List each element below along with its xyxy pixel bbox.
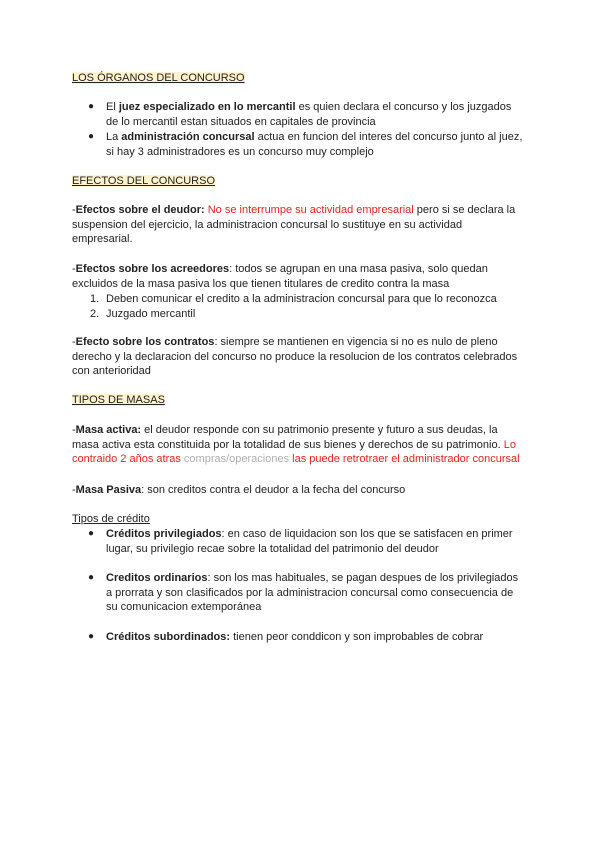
paragraph-acreedores: -Efectos sobre los acreedores: todos se agrupan en una masa pasiva, solo quedan excluidos de la masa pasiva los que tienen titulares de credito contra la masa — [72, 263, 488, 290]
subheading-tipos-credito: Tipos de crédito — [72, 513, 150, 525]
bullet-icon: ● — [88, 101, 95, 112]
section-heading-efectos: EFECTOS DEL CONCURSO — [72, 175, 216, 187]
list-item: ● Creditos ordinarios: son los mas habituales, se pagan despues de los privilegiados a prorrata y son clasificados por la administracion concursal como consecuencia de su comunicacion extemporánea — [88, 572, 519, 614]
list-item: ● La administración concursal actua en funcion del interes del concurso junto al juez, si hay 3 administradores es un concurso muy complejo — [88, 131, 523, 158]
section-heading-masas: TIPOS DE MASAS — [72, 394, 165, 406]
paragraph-masa-activa: -Masa activa: el deudor responde con su patrimonio presente y futuro a sus deudas, la masa activa esta constituida por la totalidad de sus bienes y derechos de su patrimonio. Lo contraido 2 años atras compras/operaciones las puede retrotraer el administrador concursal — [72, 424, 520, 466]
section-heading-organos: LOS ÓRGANOS DEL CONCURSO — [72, 72, 245, 84]
paragraph-deudor: -Efectos sobre el deudor: No se interrumpe su actividad empresarial pero si se declara la suspension del ejercicio, la administracion concursal lo sustituye en su actividad empresarial. — [72, 204, 516, 246]
list-item: ● El juez especializado en lo mercantil es quien declara el concurso y los juzgados de lo mercantil estan situados en capitales de provincia — [88, 101, 512, 128]
bullet-icon: ● — [88, 131, 95, 142]
bullet-icon: ● — [88, 631, 95, 642]
list-item: 2. Juzgado mercantil — [90, 308, 196, 320]
list-item: 1. Deben comunicar el credito a la administracion concursal para que lo reconozca — [90, 293, 497, 305]
bullet-icon: ● — [88, 528, 95, 539]
bullet-icon: ● — [88, 572, 95, 583]
list-item: ● Créditos subordinados: tienen peor conddicon y son improbables de cobrar — [88, 631, 484, 643]
list-item: ● Créditos privilegiados: en caso de liquidacion son los que se satisfacen en primer lugar, su privilegio recae sobre la totalidad del patrimonio del deudor — [88, 528, 513, 555]
paragraph-masa-pasiva: -Masa Pasiva: son creditos contra el deudor a la fecha del concurso — [72, 484, 406, 496]
paragraph-contratos: -Efecto sobre los contratos: siempre se mantienen en vigencia si no es nulo de pleno derecho y la declaracion del concurso no produce la resolucion de los contratos celebrados con anterioridad — [72, 336, 518, 378]
